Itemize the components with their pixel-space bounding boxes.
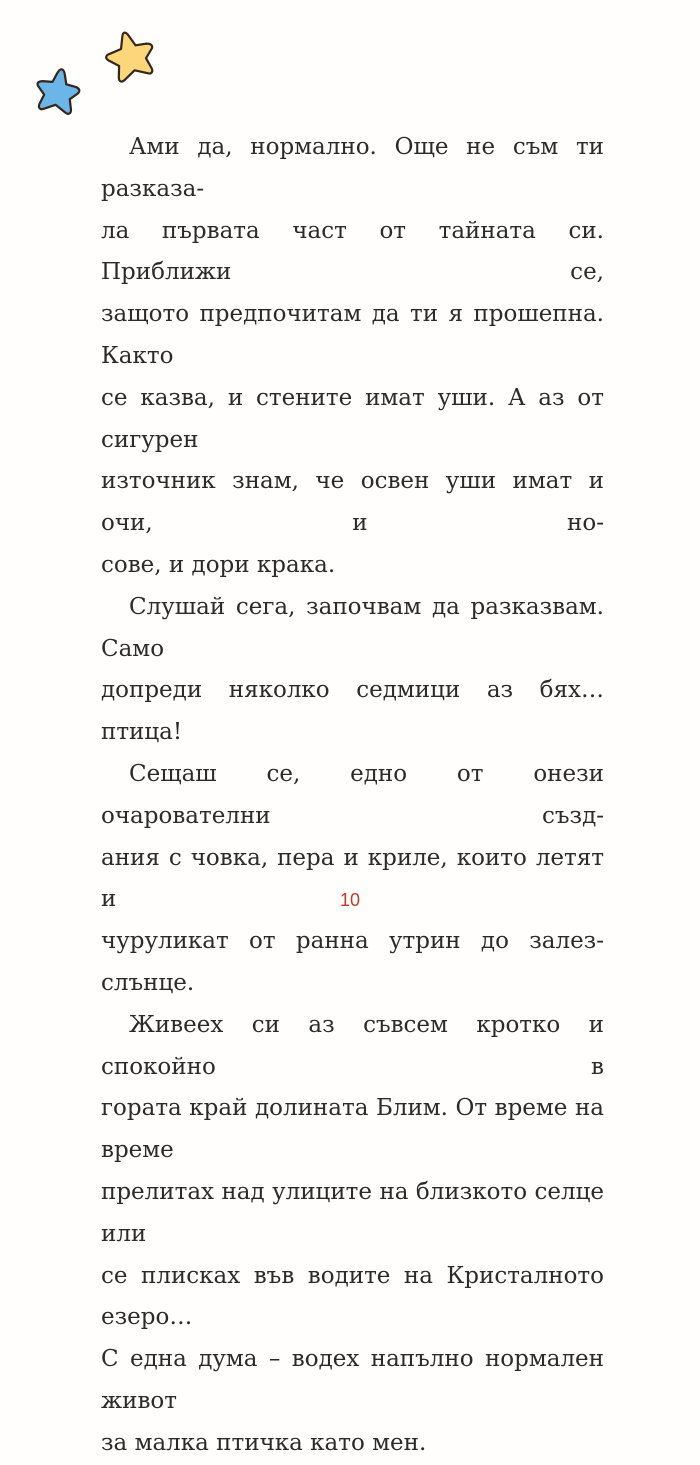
text-line: допреди няколко седмици аз бях… птица! <box>101 677 604 746</box>
text-line: ания с човка, пера и криле, които летят и <box>101 844 604 913</box>
yellow-star-icon <box>100 28 160 84</box>
text-line: ла първата част от тайната си. Приближи се, <box>101 217 604 286</box>
text-line: Живеех си аз съвсем кротко и спокойно в <box>101 1011 604 1080</box>
text-line: се казва, и стените имат уши. А аз от сигурен <box>101 384 604 453</box>
text-line: Сещаш се, едно от онези очарователни създ- <box>101 760 604 829</box>
text-line: Ами да, нормално. Още не съм ти разказа- <box>101 134 604 202</box>
paragraph <box>101 754 604 1005</box>
text-line: източник знам, че освен уши имат и очи, и но- <box>101 468 604 537</box>
text-line: гората край долината Блим. От време на време <box>101 1095 604 1164</box>
text-line: Слушай сега, започвам да разказвам. Само <box>101 593 604 662</box>
page-number: 10 <box>339 890 361 910</box>
text-line: се плисках във водите на Кристалното езеро… <box>101 1262 604 1331</box>
text-line: за малка птичка като мен. <box>101 1429 427 1456</box>
paragraph <box>101 1005 604 1465</box>
paragraph <box>101 127 604 587</box>
text-line: чуруликат от ранна утрин до залез-слънце. <box>101 928 604 996</box>
blue-star-icon <box>30 65 86 117</box>
text-line: прелитах над улиците на близкото селце или <box>101 1178 604 1247</box>
text-line: сове, и дори крака. <box>101 551 336 578</box>
text-line: С една дума – водех напълно нормален живот <box>101 1346 604 1414</box>
text-line: защото предпочитам да ти я прошепна. Както <box>101 301 604 369</box>
body-text <box>101 127 604 1465</box>
paragraph <box>101 587 604 754</box>
